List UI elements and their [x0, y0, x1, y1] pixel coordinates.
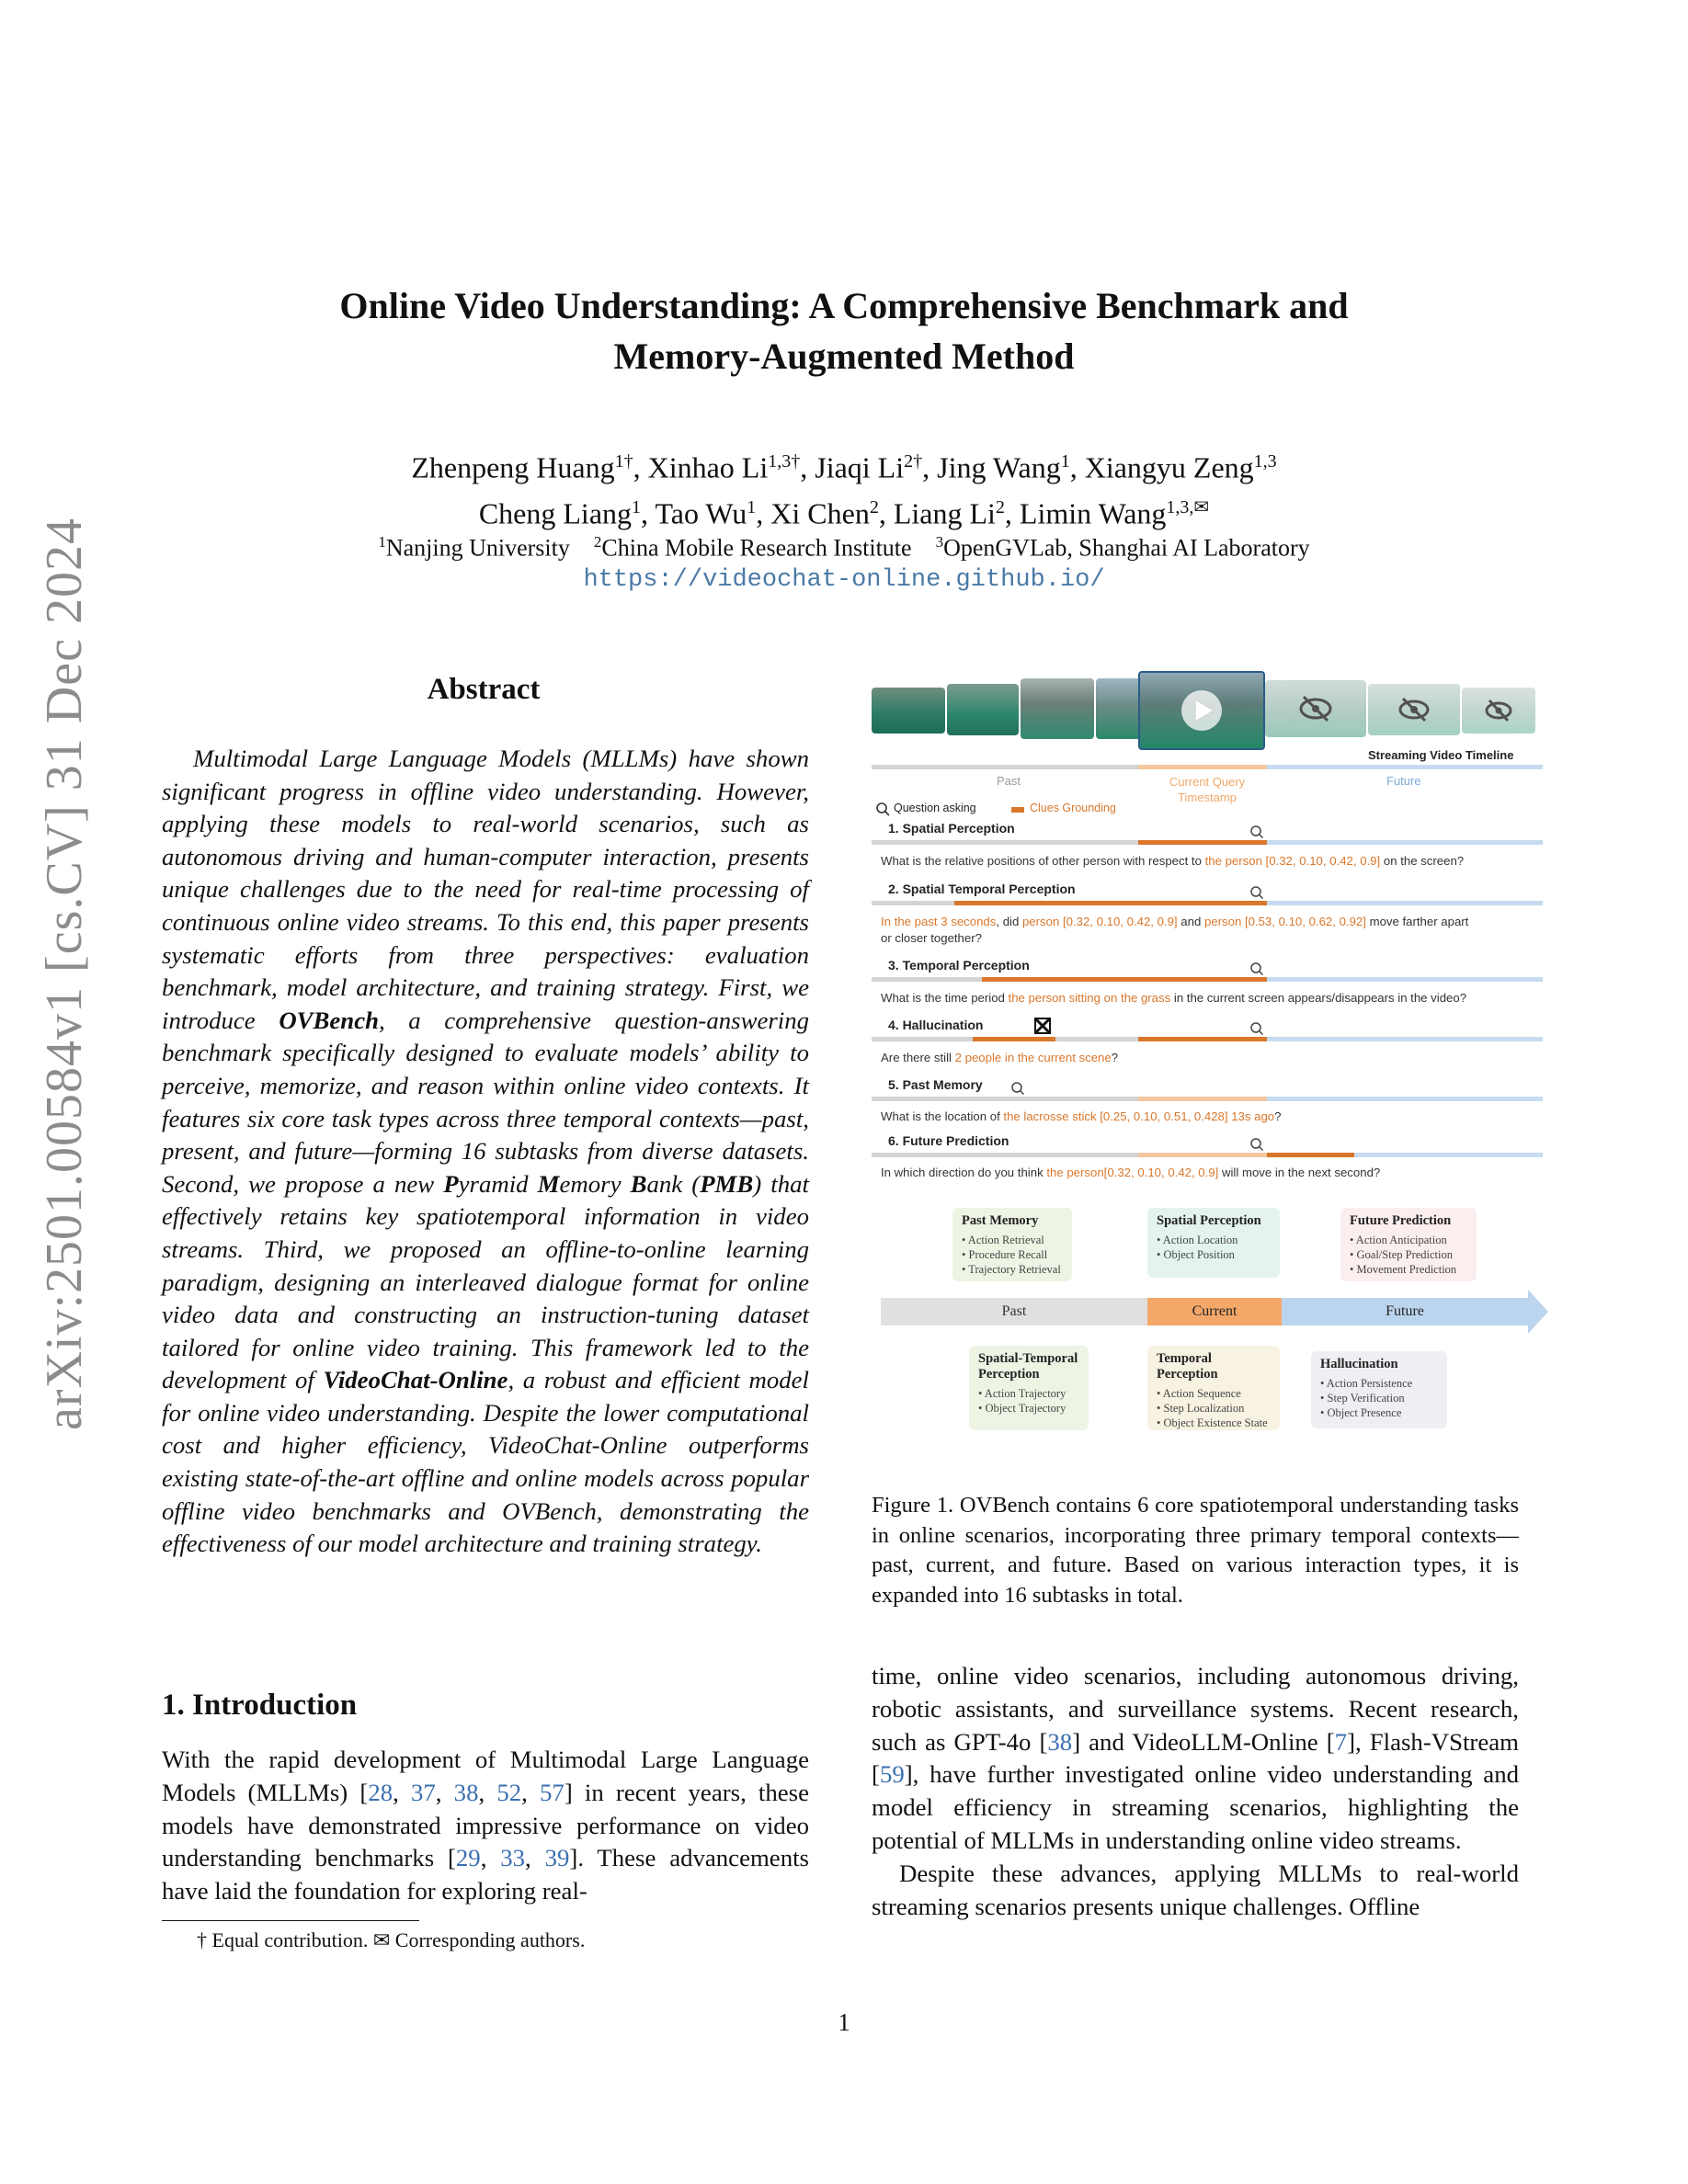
author-name: Liang Li [893, 496, 996, 530]
question-text: will move in the next second? [1218, 1166, 1381, 1179]
affiliation-mark: 2 [593, 533, 602, 551]
subtask-item: • Object Presence [1320, 1406, 1402, 1419]
question-text: , did [996, 915, 1022, 928]
figure-1 [872, 671, 1554, 1471]
video-frame-past [1021, 678, 1094, 739]
task-label-hallucination: 4. Hallucination [888, 1018, 984, 1032]
task-question [881, 1165, 1552, 1181]
intro-paragraph: Despite these advances, applying MLLMs to real-world streaming scenarios presents unique challenges. Offline [872, 1859, 1519, 1920]
question-text: move farther apart [1365, 915, 1469, 928]
task-question [881, 1050, 1552, 1066]
question-highlight: the person[0.32, 0.10, 0.42, 0.9] [1046, 1166, 1219, 1179]
question-highlight: In the past 3 seconds [881, 915, 997, 928]
task-clue-bar [1138, 1037, 1267, 1041]
author-name: Cheng Liang [478, 496, 633, 530]
author-line-1: Zhenpeng Huang$^{1\dagger}$, Xinhao $Li^{1,3\dagger}$, Jiaqi $Li^{2\dagger}$, Jing Wang$^1$, Xiangyu Zeng$^{1,3}$ [411, 450, 1277, 484]
legend-clues-grounding: Clues Grounding [1030, 802, 1116, 814]
abstract-segment: emory [559, 1169, 631, 1198]
arrow-head-icon [1528, 1290, 1548, 1334]
subtask-item: • Step Verification [1320, 1392, 1405, 1405]
citation-link[interactable]: 38 [1047, 1727, 1073, 1756]
question-text: In which direction do you think [881, 1166, 1047, 1179]
videochat-online-name: VideoChat-Online [323, 1366, 508, 1394]
task-timeline [1267, 1097, 1543, 1101]
category-title: Spatial Perception [1157, 1213, 1261, 1228]
temporal-context-arrow [881, 1298, 1545, 1327]
task-timeline [1267, 901, 1543, 905]
task-timeline [1267, 840, 1543, 845]
task-label-spatial-temporal-perception: 2. Spatial Temporal Perception [888, 882, 1076, 896]
category-box-past-memory [952, 1208, 1072, 1281]
timeline-current-segment [1138, 765, 1267, 769]
author-line-2: Cheng Liang$^1$, Tao Wu$^1$, Xi Chen$^2$, Liang Li$^2$, Limin Wang$^{1,3,✉}$ [478, 496, 1210, 530]
timeline-future-segment [1267, 765, 1543, 769]
ovbench-name: OVBench [279, 1006, 380, 1034]
subtask-item: • Movement Prediction [1350, 1263, 1457, 1276]
legend-question-asking: Question asking [894, 802, 976, 814]
timeline-label-past: Past [997, 774, 1021, 788]
subtask-item: • Action Sequence [1157, 1387, 1241, 1400]
citation-link[interactable]: 39 [544, 1844, 570, 1872]
video-frame-past [872, 688, 945, 734]
task-clue-bar [954, 901, 1267, 905]
video-frame-current[interactable] [1138, 671, 1265, 750]
author-affiliation-mark: 1 [632, 496, 642, 518]
abstract-segment: , a comprehensive question-answering benchmark specifically designed to evaluate models’ ability to perceive, memorize, and reason within online video contexts. It features six core task types across three temporal contexts—past, present, and future—forming 16 subtasks from diverse datasets. Second, we propose a new [162, 1006, 810, 1198]
title-line-2: Memory-Augmented Method [613, 336, 1075, 377]
author-name: Tao Wu [655, 496, 747, 530]
affiliation-name: China Mobile Research Institute [601, 534, 912, 562]
subtask-item: • Action Retrieval [962, 1234, 1044, 1246]
author-affiliation-mark: 1 [747, 496, 757, 518]
author-name: Jiaqi Li [815, 450, 905, 484]
question-text: ? [1111, 1051, 1119, 1064]
task-timeline [872, 1037, 973, 1041]
search-icon [1250, 886, 1263, 899]
eye-off-icon [1265, 680, 1366, 737]
author-name: Xi Chen [770, 496, 870, 530]
question-highlight: the lacrosse stick [0.25, 0.10, 0.51, 0.428] 13s ago [1003, 1109, 1275, 1123]
author-affiliation-mark: 1,3† [768, 451, 801, 472]
task-timeline [1138, 1153, 1267, 1157]
figure-caption: Figure 1. OVBench contains 6 core spatiotemporal understanding tasks in online scenarios, incorporating three primary temporal contexts—past, current, and future. Based on various interaction types, it is expanded into 16 subtasks in total. [872, 1493, 1519, 1608]
citation-separator: , [480, 1844, 501, 1872]
subtask-item: • Object Position [1157, 1248, 1235, 1261]
search-icon [1250, 825, 1263, 838]
citation-link[interactable]: 33 [500, 1844, 526, 1872]
task-timeline [1354, 1153, 1543, 1157]
author-name: Limin Wang [1019, 496, 1167, 530]
citation-link[interactable]: 7 [1334, 1727, 1348, 1756]
task-question [881, 1109, 1552, 1125]
question-text: or closer together? [881, 931, 982, 945]
task-clue-bar [1267, 1153, 1354, 1157]
task-question [881, 990, 1552, 1007]
question-highlight: 2 people in the current scene [954, 1051, 1112, 1064]
task-timeline [872, 840, 1138, 845]
project-url-link[interactable]: https://videochat-online.github.io/ [583, 566, 1105, 594]
citation-link[interactable]: 52 [496, 1778, 522, 1806]
abstract-text [162, 743, 809, 1561]
timestamp-label: Timestamp [1178, 791, 1237, 804]
citation-separator: , [521, 1778, 541, 1806]
citation-link[interactable]: 28 [368, 1778, 393, 1806]
citation-link[interactable]: 37 [411, 1778, 436, 1806]
footnote-divider [162, 1920, 419, 1921]
subtask-item: • Action Location [1157, 1234, 1238, 1246]
intro-segment: ]. These advancements have laid the foundation for exploring real- [162, 1844, 809, 1905]
timeline-label-future: Future [1386, 774, 1421, 788]
arrow-current-segment: Current [1147, 1298, 1282, 1325]
footnote: † Equal contribution. ✉ Corresponding authors. [197, 1928, 586, 1951]
question-text: ? [1274, 1109, 1282, 1123]
pmb-letter: P [443, 1169, 459, 1198]
citation-link[interactable]: 59 [879, 1760, 905, 1789]
affiliation-name: Nanjing University [385, 534, 570, 562]
question-text: and [1177, 915, 1204, 928]
intro-segment: ], have further investigated online video understanding and model efficiency in streaming scenarios, highlighting the potential of MLLMs in understanding online video streams. [872, 1760, 1519, 1854]
pmb-letter: M [537, 1169, 560, 1198]
task-timeline [872, 977, 982, 982]
eye-off-icon [1462, 688, 1535, 734]
subtask-item: • Procedure Recall [962, 1248, 1048, 1261]
video-frame-future [1368, 684, 1460, 735]
timeline-past-segment [872, 765, 1138, 769]
task-clue-bar [1138, 840, 1267, 845]
subtask-item: • Action Anticipation [1350, 1234, 1447, 1246]
task-timeline [1138, 1097, 1267, 1101]
task-clue-bar [973, 1037, 1055, 1041]
author-affiliation-mark: 1,3,✉ [1166, 496, 1210, 518]
category-title: Past Memory [962, 1213, 1039, 1228]
task-label-spatial-perception: 1. Spatial Perception [888, 821, 1015, 836]
task-timeline [1055, 1037, 1138, 1041]
video-frame-future [1265, 680, 1366, 737]
author-name: Zhenpeng Huang [411, 450, 615, 484]
affiliations [200, 528, 1488, 563]
category-box-spatial-temporal [969, 1346, 1089, 1430]
affiliation-mark: 1 [378, 533, 386, 551]
task-clue-bar [982, 977, 1267, 982]
task-label-temporal-perception: 3. Temporal Perception [888, 958, 1030, 973]
category-box-temporal [1147, 1346, 1280, 1430]
search-icon [875, 802, 890, 816]
task-question [881, 853, 1552, 870]
abstract-segment: , a robust and efficient model for online video understanding. Despite the lower computational cost and higher efficiency, VideoChat-Online outperforms existing state-of-the-art offline and online models across popular offline video benchmarks and OVBench, demonstrating the effectiveness of our model architecture and training strategy. [162, 1366, 809, 1558]
author-affiliation-mark: 1† [614, 451, 633, 472]
citation-separator: , [435, 1778, 454, 1806]
timeline-title: Streaming Video Timeline [1368, 748, 1514, 762]
question-text: What is the time period [881, 991, 1009, 1005]
question-text: Are there still [881, 1051, 955, 1064]
arrow-future-segment: Future [1282, 1298, 1528, 1325]
question-highlight: the person sitting on the grass [1008, 991, 1171, 1005]
category-title: Spatial-Temporal Perception [978, 1351, 1078, 1382]
timeline-label-current-query [1147, 774, 1267, 805]
task-timeline [1267, 1037, 1543, 1041]
citation-link[interactable]: 38 [453, 1778, 479, 1806]
question-highlight: the person [0.32, 0.10, 0.42, 0.9] [1204, 854, 1381, 868]
video-frame-past [947, 684, 1019, 735]
intro-segment: ], Flash-VStream [ [872, 1727, 1519, 1789]
affiliation-name: OpenGVLab, Shanghai AI Laboratory [943, 534, 1310, 562]
search-icon [1250, 1138, 1263, 1151]
pmb-acronym: PMB [700, 1169, 754, 1198]
author-name: Jing Wang [937, 450, 1061, 484]
question-highlight: person [0.53, 0.10, 0.62, 0.92] [1203, 915, 1366, 928]
search-icon [1250, 962, 1263, 975]
category-box-hallucination [1311, 1351, 1447, 1428]
citation-separator: , [393, 1778, 411, 1806]
author-affiliation-mark: 2 [995, 496, 1005, 518]
intro-segment: With the rapid development of Multimodal Large Language Models (MLLMs) [ [162, 1746, 809, 1806]
search-icon [1011, 1082, 1024, 1095]
intro-segment: ] in recent years, these models have demonstrated impressive performance on video understanding benchmarks [ [162, 1778, 809, 1872]
author-affiliation-mark: 2 [869, 496, 879, 518]
pmb-letter: B [630, 1169, 647, 1198]
category-box-future-prediction [1340, 1208, 1477, 1281]
task-label-future-prediction: 6. Future Prediction [888, 1133, 1009, 1148]
abstract-segment: Multimodal Large Language Models (MLLMs) have shown significant progress in offline video understanding. However, applying these models to real-world scenarios, such as autonomous driving and human-computer interaction, presents unique challenges due to the need for real-time processing of continuous online video streams. To this end, this paper presents systematic efforts from three perspectives: evaluation benchmark, model architecture, and training strategy. First, we introduce [162, 745, 809, 1034]
task-timeline [872, 901, 954, 905]
task-timeline [1267, 977, 1543, 982]
category-title: Future Prediction [1350, 1213, 1452, 1228]
task-timeline [872, 1153, 1138, 1157]
subtask-item: • Action Persistence [1320, 1377, 1413, 1390]
question-text: on the screen? [1380, 854, 1465, 868]
abstract-segment: ) that effectively retains key spatiotemporal information in video streams. Third, we proposed an offline-to-online learning paradigm, designing an interleaved dialogue format for online video data and constructing an instruction-tuning dataset tailored for online video training. This framework led to the development of [162, 1169, 809, 1394]
category-title: Temporal Perception [1157, 1351, 1218, 1382]
question-text: What is the relative positions of other person with respect to [881, 854, 1205, 868]
category-box-spatial-perception [1147, 1208, 1280, 1278]
citation-link[interactable]: 29 [455, 1844, 481, 1872]
title-line-1: Online Video Understanding: A Comprehensive Benchmark and [339, 285, 1349, 326]
subtask-item: • Object Trajectory [978, 1402, 1066, 1415]
arrow-past-segment: Past [881, 1298, 1147, 1325]
subtask-item: • Goal/Step Prediction [1350, 1248, 1453, 1261]
task-label-past-memory: 5. Past Memory [888, 1077, 983, 1092]
play-icon[interactable] [1140, 673, 1263, 748]
author-affiliation-mark: 2† [904, 451, 923, 472]
question-highlight: person [0.32, 0.10, 0.42, 0.9] [1021, 915, 1178, 928]
intro-segment: ] and VideoLLM-Online [ [1072, 1727, 1335, 1756]
current-query-label: Current Query [1169, 775, 1246, 789]
category-title: Hallucination [1320, 1357, 1398, 1371]
abstract-heading: Abstract [427, 673, 541, 706]
abstract-segment: yramid [458, 1169, 538, 1198]
intro-segment: time, online video scenarios, including autonomous driving, robotic assistants, and surveillance systems. Recent research, such as GPT-4o [ [872, 1662, 1519, 1756]
author-affiliation-mark: 1,3 [1253, 451, 1277, 472]
author-name: Xinhao Li [647, 450, 769, 484]
subtask-item: • Object Existence State [1157, 1416, 1268, 1429]
task-timeline [872, 1097, 1138, 1101]
page-number: 1 [838, 2008, 850, 2036]
task-question [881, 914, 1552, 947]
subtask-item: • Trajectory Retrieval [962, 1263, 1061, 1276]
legend-clues-swatch [1011, 807, 1024, 813]
author-name: Xiangyu Zeng [1084, 450, 1254, 484]
affiliation-mark: 3 [935, 533, 944, 551]
paper-title [200, 280, 1488, 381]
introduction-text-left [162, 1744, 809, 1908]
question-text: What is the location of [881, 1109, 1004, 1123]
abstract-segment: ank ( [646, 1169, 701, 1198]
citation-separator: , [525, 1844, 545, 1872]
author-affiliation-mark: 1 [1060, 451, 1070, 472]
subtask-item: • Step Localization [1157, 1402, 1245, 1415]
citation-separator: , [478, 1778, 497, 1806]
arxiv-identifier: arXiv:2501.00584v1 [cs.CV] 31 Dec 2024 [36, 518, 93, 1430]
author-list [200, 442, 1488, 533]
subtask-item: • Action Trajectory [978, 1387, 1066, 1400]
question-text: in the current screen appears/disappears in the video? [1170, 991, 1467, 1005]
cross-box-icon [1033, 1017, 1052, 1035]
search-icon [1250, 1022, 1263, 1035]
introduction-text-right [872, 1660, 1519, 1923]
section-heading-introduction: 1. Introduction [162, 1689, 358, 1722]
citation-link[interactable]: 57 [540, 1778, 565, 1806]
video-frame-future [1462, 688, 1535, 734]
eye-off-icon [1368, 684, 1460, 735]
